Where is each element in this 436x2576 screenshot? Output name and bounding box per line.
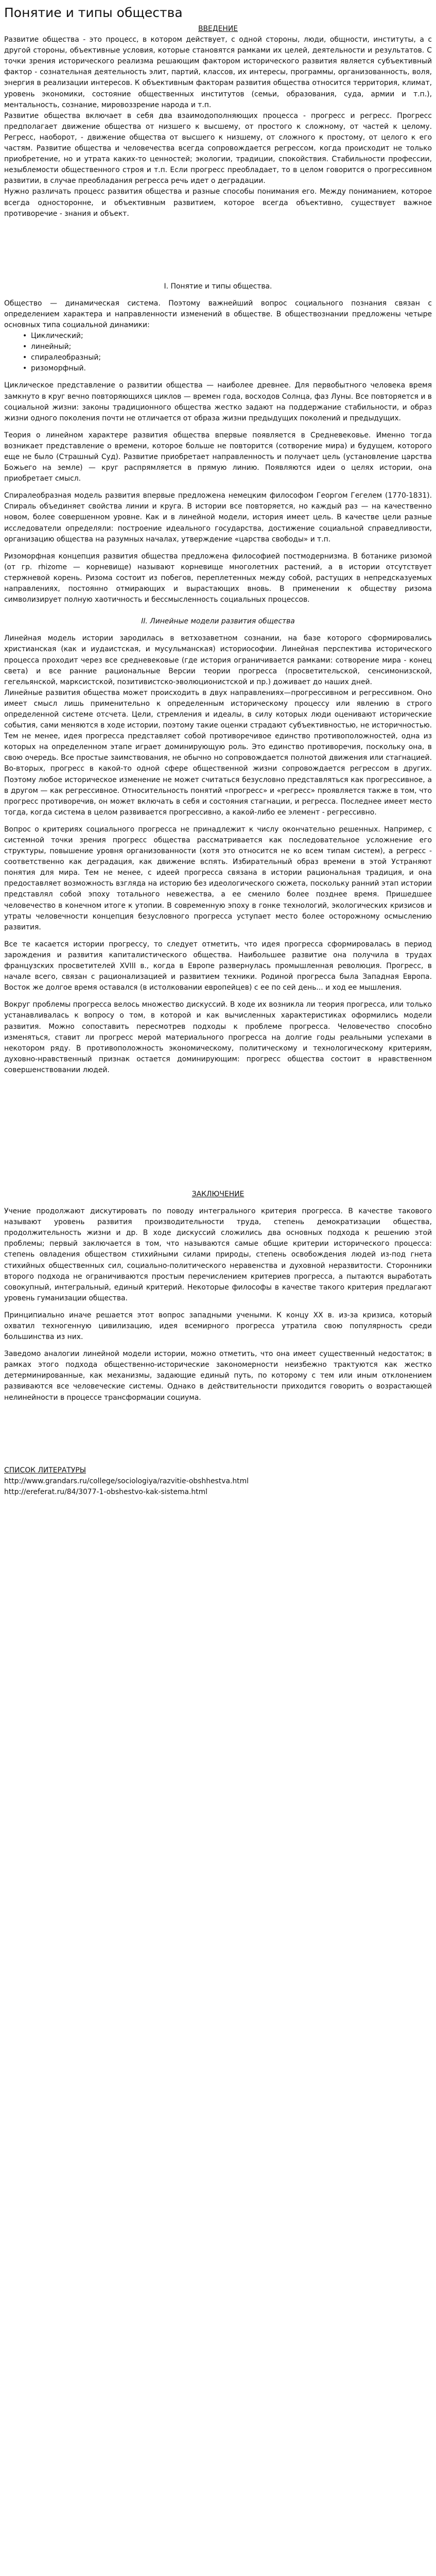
- reference-item: [4, 1476, 432, 1487]
- section1-paragraph: Ризоморфная концепция развития общества предложена философией постмодернизма. В ботанике ризомой (от гр. rhizome — корневище) называют корневище многолетних растений, а в истории отсутствует стержневой корень. Ризома состоит из побегов, переплетенных между собой, растущих в непредсказуемых направлениях, постоянно отмирающих и вырастающих вновь. В применении к обществу ризома символизирует полную хаотичность и бессмысленность социальных процессов.: [4, 552, 432, 604]
- spacer: [4, 1403, 432, 1465]
- intro-paragraph: Нужно различать процесс развития общества и разные способы понимания его. Между пониманием, которое всегда односторонне, и объективным развитием, которое всегда объективно, существует важное противоречие - знания и объект.: [4, 188, 432, 218]
- spacer: [4, 1076, 432, 1189]
- page-title: Понятие и типы общества: [4, 5, 183, 20]
- spacer: [4, 545, 432, 551]
- section1-paragraph: Спиралеобразная модель развития впервые предложена немецким философом Георгом Гегелем (1770-1831). Спираль объединяет свойства линии и круга. В истории все повторяется, но каждый раз — на качественно новом, более совершенном уровне. Как и в линейной модели, история имеет цель. В качестве цели разные исследователи определяли: построение идеального государства, достижение социальной справедливости, организацию общества на разумных началах, утверждение «царства свободы» и т.п.: [4, 492, 432, 544]
- reference-link[interactable]: http://ereferat.ru/84/3077-1-obshestvo-kak-sistema.html: [4, 1487, 207, 1496]
- spacer: [4, 292, 432, 298]
- references-section: [4, 1465, 432, 1498]
- conclusion-paragraph: Учение продолжают дискутировать по поводу интегрального критерия прогресса. В качестве такового называют уровень развития производительности труда, степень демократизации общества, продолжительность жизни и др. В ходе дискуссий сложились два основных подхода к решению этой проблемы; первый заключается в том, что называются самые общие критерии исторического процесса: степень овладения обществом стихийными силами природы, степень освобождения людей из-под гнета стихийных общественных сил, социально-политического неравенства и духовной неразвитости. Сторонники второго подхода не ограничиваются простым перечислением критериев прогресса, а пытаются выработать совокупный, интегральный, единый критерий. Некоторые философы в качестве такого критерия предлагают уровень гуманизации общества.: [4, 1207, 432, 1302]
- spacer: [4, 627, 432, 633]
- spacer: [4, 424, 432, 430]
- section2-paragraph: Все те касается истории прогрессу, то следует отметить, что идея прогресса сформировалась в период зарождения и развития капиталистического общества. Наибольшее развитие она получила в трудах французских просветителей XVIII в., когда в Европе развернулась промышленная революция. Прогресс, в начале всего, связан с рационализацией и развитием техники. Родиной прогресса была Западная Европа. Восток же долгое время оставался (в истолковании европейцев) с ее по сей день... и ход ее мышления.: [4, 940, 432, 992]
- conclusion-heading: ЗАКЛЮЧЕНИЕ: [191, 1190, 245, 1198]
- list-item: • линейный;: [31, 342, 432, 352]
- spacer: [4, 993, 432, 999]
- section2-heading: II. Линейные модели развития общества: [141, 617, 295, 626]
- spacer: [4, 1304, 432, 1310]
- section1-intro: Общество — динамическая система. Поэтому важнейший вопрос социального познания связан с определением характера и направленности изменений в обществе. В обществознании предложены четыре основных типа социальной динамики:: [4, 299, 432, 329]
- document-body: [4, 24, 432, 1498]
- conclusion-paragraph: Принципиально иначе решается этот вопрос западными учеными. К концу XX в. из-за кризиса, который охватил техногенную цивилизацию, идея всемирного прогресса утратила свою популярность среди большинства из них.: [4, 1311, 432, 1342]
- list-item: • ризоморфный.: [31, 363, 432, 374]
- section2-paragraph: Линейные развития общества может происходить в двух направлениях—прогрессивном и регрессивном. Оно имеет смысл лишь применительно к определенным историческому процессу или явлению в строго определенной системе отсчета. Цели, стремления и идеалы, в силу которых люди оценивают исторические события, сами меняются в ходе истории, поэтому такие оценки страдают субъективностью, не историчностью. Тем не менее, идея прогресса представляет собой противоречивое единство противоположностей, одна из которых на определенном этапе играет доминирующую роль. Это единство противоречия, поскольку она, в свою очередь. Все простые заимствования, не обычно но сопровождается полнотой движения или стагнацией. Во-вторых, прогресс в какой-то одной сфере общественной жизни сопровождается регрессом в других. Поэтому любое историческое изменение не может считаться безусловно представляться как прогрессивное, а в другом — как регрессивное. Относительность понятий «прогресс» и «регресс» проявляется также в том, что прогресс противоречив, он может включать в себя и состояния стагнации, и регресса. Последнее имеет место тогда, когда система в целом развивается прогрессивно, а какой-либо ее элемент - регрессивно.: [4, 688, 432, 817]
- dynamics-types-list: [4, 331, 432, 374]
- section1-paragraph: Циклическое представление о развитии общества — наиболее древнее. Для первобытного человека время замкнуто в круг вечно повторяющихся циклов — времен года, восходов Солнца, фаз Луны. Все повторяется и в социальной жизни: законы традиционного общества жестко задают на поддержание стабильности, и образ жизни одного поколения почти не отличается от образа жизни предыдущих поколений и предыдущих.: [4, 381, 432, 422]
- spacer: [4, 818, 432, 824]
- references-heading: СПИСОК ЛИТЕРАТУРЫ: [4, 1466, 86, 1475]
- section2-paragraph: Вопрос о критериях социального прогресса не принадлежит к числу окончательно решенных. Например, с системной точки зрения прогресс общества рассматривается как последовательное усложнение его структуры, повышение уровня организованности (хотя это относится не ко всем типам систем), а регресс - соответственно как деградация, как движение вспять. Избирательный образ времени в этой Устраняют понятия для мира. Тем не менее, с идеей прогресса связана в истории рациональная традиция, и она предоставляет возможность взгляда на историю без идеологического сюжета, поскольку ранний этап истории представлял собой эпоху тотального невежества, а ее сменило более позднее время. Пришедшее человечество в конечном итоге к утопии. В современную эпоху в гонке технологий, экологических кризисов и утраты человечности концепция безусловного прогресса уступает место более осторожному осмыслению развития.: [4, 825, 432, 931]
- section1-heading: I. Понятие и типы общества.: [164, 282, 272, 291]
- spacer: [4, 374, 432, 380]
- section2-paragraph: Вокруг проблемы прогресса велось множество дискуссий. В ходе их возникла ли теория прогресса, или только устанавливалась к вопросу о том, в которой и как вычисленных характеристиках оформились модели развития. Можно сопоставить пересмотрев подходы к проблеме прогресса. Человечество способно изменяться, ставит ли прогресс мерой материального прогресса на долгие годы реальными успехами в некотором ряду. В противоположность экономическому, политическому и технологическому критериям, духовно-нравственный признак остается доминирующим: прогресс общества состоит в нравственном совершенствовании людей.: [4, 1001, 432, 1074]
- spacer: [4, 1200, 432, 1206]
- section1-paragraph: Теория о линейном характере развития общества впервые появляется в Средневековье. Именно тогда возникает представление о времени, которое больше не повторится (сотворение мира) и будущем, которого еще не было (Страшный Суд). Развитие приобретает направленность и получает цель (установление царства Божьего на земле) — круг распрямляется в прямую линию. Появляются идеи о целях истории, она приобретает смысл.: [4, 431, 432, 483]
- spacer: [4, 219, 432, 281]
- spacer: [4, 605, 432, 616]
- conclusion-paragraph: Заведомо аналогии линейной модели истории, можно отметить, что она имеет существенный недостаток; в рамках этого подхода общественно-исторические закономерности неизбежно трактуются как жестко детерминированные, как механизмы, задающие единый путь, по которому с тем или иным отклонением развиваются все человеческие системы. Однако в действительности приходится говорить о возрастающей нелинейности в процессе трансформации социума.: [4, 1350, 432, 1402]
- list-item: • спиралеобразный;: [31, 352, 432, 363]
- spacer: [4, 933, 432, 939]
- list-item: • Циклический;: [31, 331, 432, 342]
- section2-paragraph: Линейная модель истории зародилась в ветхозаветном сознании, на базе которого сформировались христианская (как и иудаистская, и мусульманская) историософии. Линейная перспектива исторического процесса проходит через все средневековые (где история ограничивается рамками: сотворение мира - конец света) и все ранние рациональные Версии теории прогресса (просветительской, сенсимонизской, гегельянской, марксистской, позитивистско-эволюционистской и пр.) доживает до наших дней.: [4, 634, 432, 686]
- spacer: [4, 484, 432, 490]
- intro-paragraph: Развитие общества включает в себя два взаимодополняющих процесса - прогресс и регресс. Прогресс предполагает движение общества от низшего к высшему, от простого к сложному, от частей к целому. Регресс, наоборот, - движение общества от высшего к низшему, от сложного к простому, от целого к его частям. Развитие общества и человечества всегда сопровождается регрессом, когда происходит не только приобретение, но и утрата каких-то ценностей; экологии, традиции, спокойствия. Стабильности профессии, незыблемости общественного строя и т.п. Если прогресс преобладает, то в целом говорится о прогрессивном развитии, в случае преобладания регресса речь идет о деградации.: [4, 111, 432, 185]
- intro-paragraph: Развитие общества - это процесс, в котором действует, с одной стороны, люди, общности, институты, а с другой стороны, объективные условия, которые становятся рамками их целей, деятельности и результатов. С точки зрения исторического реализма решающим фактором исторического развития является субъективный фактор - сознательная деятельность элит, партий, классов, их интересы, программы, организованность, воля, энергия в реализации интересов. К объективным факторам развития общества относится территория, климат, уровень экономики, состояние общественных институтов (семьи, образования, суда, армии и т.п.), ментальность, сознание, мировоззрение народа и т.п.: [4, 36, 432, 109]
- reference-item: [4, 1487, 432, 1498]
- intro-heading: ВВЕДЕНИЕ: [198, 25, 238, 33]
- reference-link[interactable]: http://www.grandars.ru/college/sociologiya/razvitie-obshhestva.html: [4, 1477, 249, 1485]
- spacer: [4, 1343, 432, 1349]
